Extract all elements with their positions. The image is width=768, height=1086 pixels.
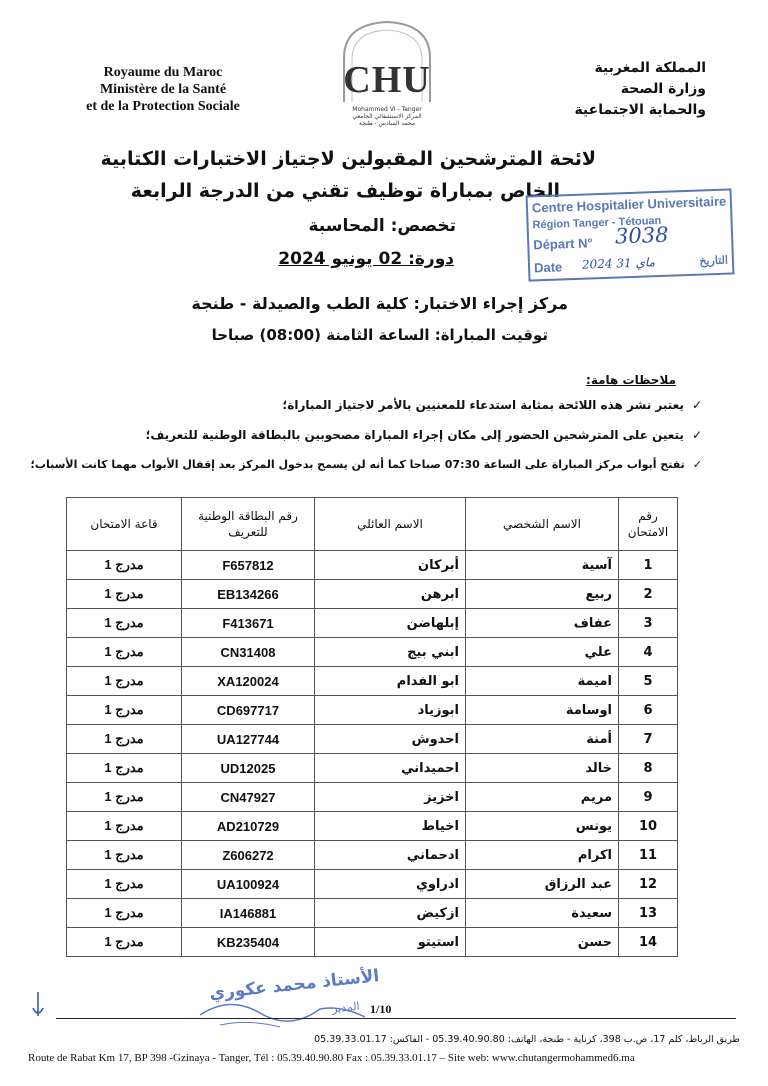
logo-name: CHU	[343, 59, 431, 101]
cell-first-name: سعيدة	[466, 899, 619, 928]
checkmark-icon: ✓	[692, 458, 702, 471]
exam-time: توقيت المباراة: الساعة الثامنة (08:00) صباحا	[211, 326, 548, 344]
table-header-row	[67, 498, 678, 551]
cell-last-name: ادحماني	[315, 841, 466, 870]
stamp-line-3: Départ N°	[533, 235, 593, 253]
cell-last-name: اخزيز	[315, 783, 466, 812]
cell-last-name: ادراوي	[315, 870, 466, 899]
seal-mark-icon	[30, 990, 46, 1020]
cell-national-id: CN31408	[182, 638, 315, 667]
stamp-date: 2024 ماي 31	[581, 255, 656, 272]
cell-national-id: F413671	[182, 609, 315, 638]
cell-last-name: ابرهن	[315, 580, 466, 609]
table-row	[67, 783, 678, 812]
header-exam-number: رقم الامتحان	[619, 498, 678, 551]
cell-first-name: يونس	[466, 812, 619, 841]
stamp-number: 3038	[614, 222, 669, 249]
note-text: يعتبر نشر هذه اللائحة بمثابة استدعاء للمعنيين بالأمر لاجتياز المباراة؛	[282, 398, 684, 412]
cell-exam-hall: مدرج 1	[67, 667, 182, 696]
stamp-line-2: Région Tanger - Tétouan	[532, 214, 662, 232]
footer-french-address: Route de Rabat Km 17, BP 398 -Gzinaya - Tanger, Tél : 05.39.40.90.80 Fax : 05.39.33.01.17 – Site web: www.chutangermohammed6.ma	[28, 1052, 635, 1064]
title-specialty: تخصص: المحاسبة	[308, 216, 456, 236]
stamp-line-4: Date	[533, 259, 563, 276]
table-row	[67, 754, 678, 783]
french-ministry-header	[48, 64, 278, 115]
table-row	[67, 580, 678, 609]
cell-last-name: ابوزياد	[315, 696, 466, 725]
cell-national-id: UA127744	[182, 725, 315, 754]
cell-first-name: اوسامة	[466, 696, 619, 725]
cell-exam-number: 7	[619, 725, 678, 754]
logo-subtitle	[336, 106, 438, 127]
table-row	[67, 696, 678, 725]
cell-exam-number: 6	[619, 696, 678, 725]
cell-exam-number: 13	[619, 899, 678, 928]
cell-exam-hall: مدرج 1	[67, 870, 182, 899]
cell-national-id: EB134266	[182, 580, 315, 609]
note-text: يتعين على المترشحين الحضور إلى مكان إجراء المباراة مصحوبين بالبطاقة الوطنية للتعريف؛	[145, 428, 684, 442]
cell-national-id: AD210729	[182, 812, 315, 841]
table-row	[67, 899, 678, 928]
logo-sub-line-2: المركز الاستشفائي الجامعي	[352, 113, 422, 120]
table-row	[67, 841, 678, 870]
table-row	[67, 870, 678, 899]
cell-exam-number: 1	[619, 551, 678, 580]
cell-first-name: حسن	[466, 928, 619, 957]
cell-first-name: أمنة	[466, 725, 619, 754]
cell-national-id: KB235404	[182, 928, 315, 957]
note-item	[282, 398, 702, 412]
table-row	[67, 638, 678, 667]
cell-national-id: Z606272	[182, 841, 315, 870]
title-competition: الخاص بمباراة توظيف تقني من الدرجة الرابعة	[130, 180, 560, 202]
cell-exam-hall: مدرج 1	[67, 638, 182, 667]
exam-center: مركز إجراء الاختبار: كلية الطب والصيدلة - طنجة	[191, 294, 568, 313]
cell-first-name: اكرام	[466, 841, 619, 870]
cell-national-id: CN47927	[182, 783, 315, 812]
cell-national-id: CD697717	[182, 696, 315, 725]
header-national-id: رقم البطاقة الوطنية للتعريف	[182, 498, 315, 551]
chu-logo	[326, 18, 448, 130]
cell-exam-number: 3	[619, 609, 678, 638]
cell-last-name: ابني بيج	[315, 638, 466, 667]
table-row	[67, 609, 678, 638]
cell-exam-hall: مدرج 1	[67, 609, 182, 638]
fr-header-line-3: et de la Protection Sociale	[86, 99, 240, 114]
ar-header-line-1: المملكة المغربية	[594, 60, 706, 76]
cell-first-name: اميمة	[466, 667, 619, 696]
cell-first-name: ربيع	[466, 580, 619, 609]
stamp-line-1: Centre Hospitalier Universitaire	[531, 193, 727, 216]
stamp-arabic-date-label: التاريخ	[699, 254, 729, 268]
cell-first-name: عبد الرزاق	[466, 870, 619, 899]
header-exam-hall: قاعة الامتحان	[67, 498, 182, 551]
cell-first-name: عفاف	[466, 609, 619, 638]
cell-national-id: UA100924	[182, 870, 315, 899]
note-item	[146, 428, 702, 442]
checkmark-icon: ✓	[691, 398, 702, 412]
table-row	[67, 812, 678, 841]
ar-header-line-3: والحماية الاجتماعية	[574, 102, 706, 118]
cell-national-id: F657812	[182, 551, 315, 580]
cell-exam-hall: مدرج 1	[67, 580, 182, 609]
cell-exam-number: 8	[619, 754, 678, 783]
candidates-table	[66, 497, 678, 957]
logo-sub-line-3: محمد السادس - طنجة	[359, 120, 415, 127]
cell-first-name: خالد	[466, 754, 619, 783]
cell-last-name: أبركان	[315, 551, 466, 580]
cell-exam-hall: مدرج 1	[67, 551, 182, 580]
footer-arabic-address: طريق الرباط، كلم 17، ص.ب 398، كزناية - طنجة، الهاتف: 05.39.40.90.80 - الفاكس: 05.39.33.01.17	[314, 1034, 740, 1045]
arabic-ministry-header	[546, 58, 706, 121]
fr-header-line-2: Ministère de la Santé	[99, 82, 227, 97]
cell-last-name: احدوش	[315, 725, 466, 754]
table-row	[67, 725, 678, 754]
cell-exam-hall: مدرج 1	[67, 899, 182, 928]
cell-last-name: ابو الفدام	[315, 667, 466, 696]
cell-last-name: ازكيض	[315, 899, 466, 928]
header-first-name: الاسم الشخصي	[466, 498, 619, 551]
cell-exam-number: 14	[619, 928, 678, 957]
cell-first-name: مريم	[466, 783, 619, 812]
table-row	[67, 551, 678, 580]
cell-exam-number: 4	[619, 638, 678, 667]
page-number: 1/10	[370, 1002, 392, 1016]
cell-last-name: احميداني	[315, 754, 466, 783]
note-text: تفتح أبواب مركز المباراة على الساعة 07:30 صباحا كما أنه لن يسمح بدخول المركز بعد إقفال الأبواب مهما كانت الأسباب؛	[30, 458, 685, 471]
cell-exam-number: 5	[619, 667, 678, 696]
notes-title: ملاحظات هامة:	[586, 373, 676, 387]
cell-exam-hall: مدرج 1	[67, 725, 182, 754]
ar-header-line-2: وزارة الصحة	[620, 81, 706, 97]
cell-exam-number: 2	[619, 580, 678, 609]
cell-exam-number: 12	[619, 870, 678, 899]
header-last-name: الاسم العائلي	[315, 498, 466, 551]
fr-header-line-1: Royaume du Maroc	[103, 65, 223, 80]
departure-stamp	[526, 188, 735, 281]
cell-exam-number: 11	[619, 841, 678, 870]
cell-exam-hall: مدرج 1	[67, 696, 182, 725]
cell-national-id: IA146881	[182, 899, 315, 928]
table-row	[67, 928, 678, 957]
table-row	[67, 667, 678, 696]
signature-name: الأستاذ محمد عكوري	[208, 966, 381, 1004]
cell-first-name: آسية	[466, 551, 619, 580]
cell-national-id: XA120024	[182, 667, 315, 696]
cell-last-name: اخياط	[315, 812, 466, 841]
cell-exam-hall: مدرج 1	[67, 783, 182, 812]
cell-exam-hall: مدرج 1	[67, 928, 182, 957]
footer-divider	[56, 1018, 736, 1019]
cell-last-name: استيتو	[315, 928, 466, 957]
cell-exam-hall: مدرج 1	[67, 754, 182, 783]
cell-national-id: UD12025	[182, 754, 315, 783]
table-body	[67, 551, 678, 957]
title-list: لائحة المترشحين المقبولين لاجتياز الاختبارات الكتابية	[100, 148, 596, 170]
cell-first-name: علي	[466, 638, 619, 667]
logo-sub-line-1: Mohammed VI - Tanger	[352, 106, 422, 113]
cell-exam-number: 10	[619, 812, 678, 841]
cell-exam-number: 9	[619, 783, 678, 812]
signature-scribble-icon	[190, 975, 380, 1037]
cell-last-name: إبلهاضن	[315, 609, 466, 638]
cell-exam-hall: مدرج 1	[67, 841, 182, 870]
checkmark-icon: ✓	[691, 428, 702, 442]
note-item	[31, 458, 702, 471]
title-session: دورة: 02 يونيو 2024	[278, 249, 454, 269]
signature-title: المدير	[331, 999, 361, 1016]
cell-exam-hall: مدرج 1	[67, 812, 182, 841]
